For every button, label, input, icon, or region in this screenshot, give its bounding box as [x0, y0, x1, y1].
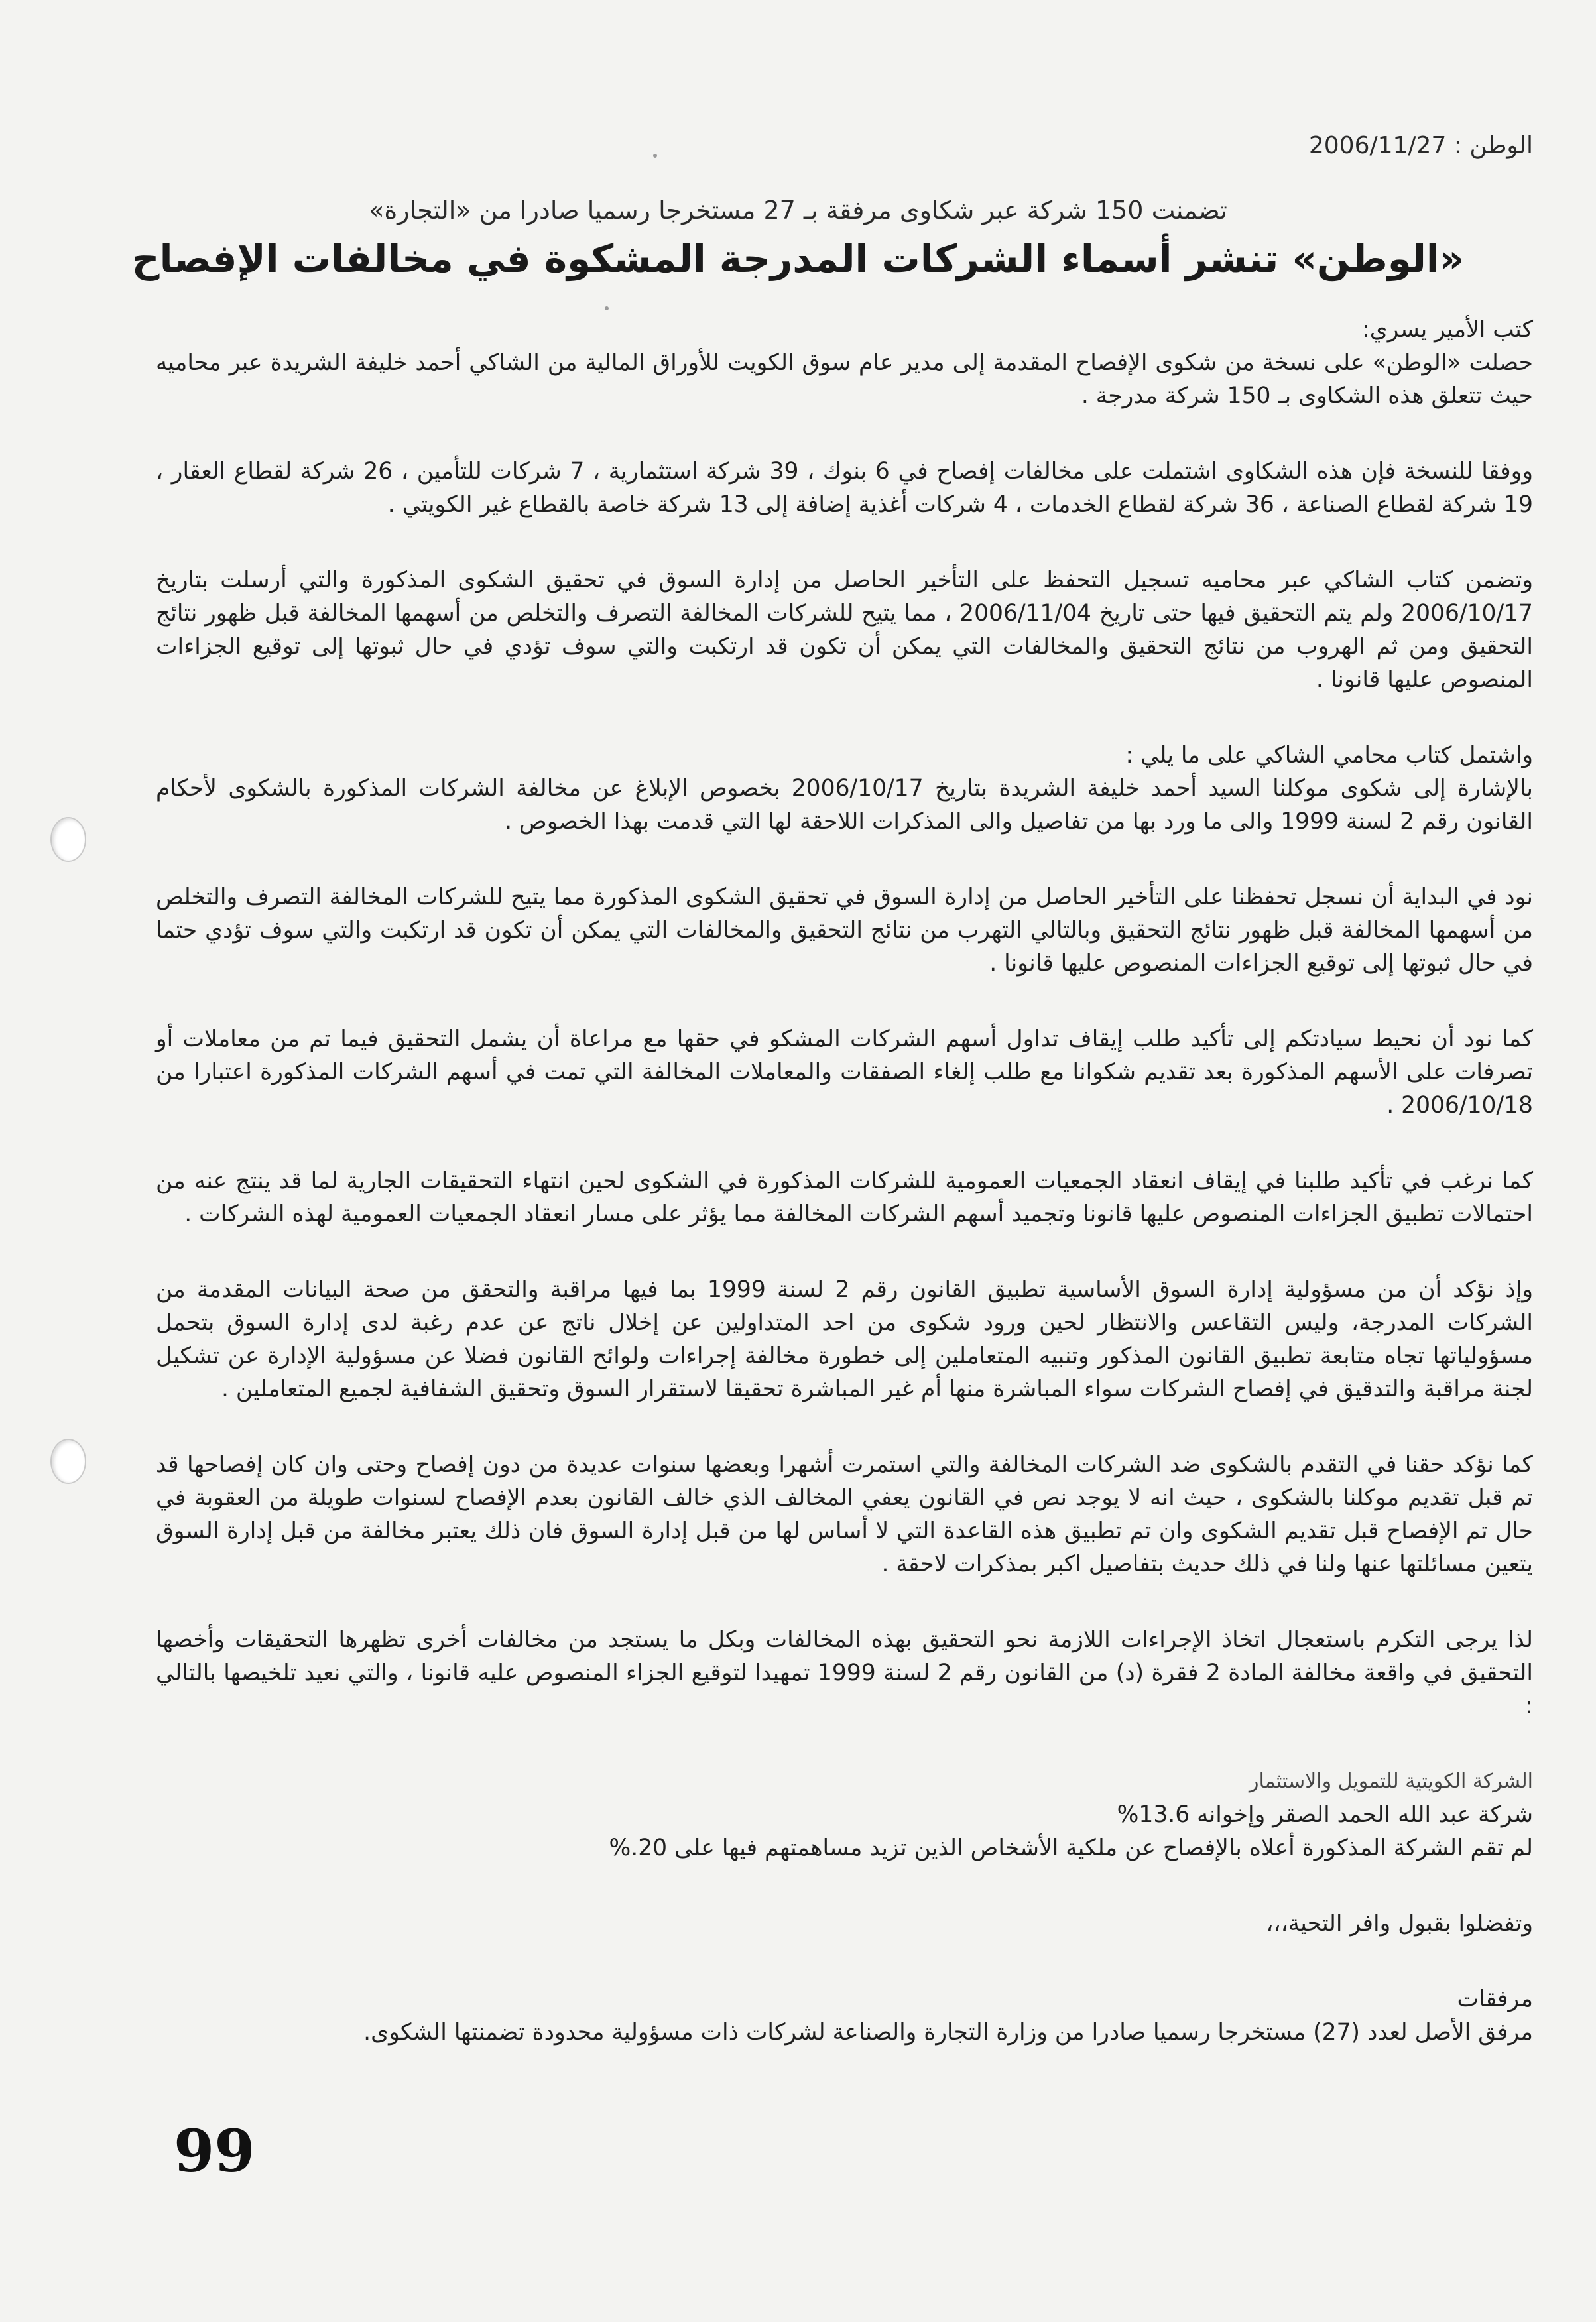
- attachments-item: مرفق الأصل لعدد (27) مستخرجا رسميا صادرا من وزارة التجارة والصناعة لشركات ذات مسؤولية محدودة تضمنتها الشكوى.: [363, 2019, 1533, 2046]
- paragraph-6: نود في البداية أن نسجل تحفظنا على التأخير الحاصل من إدارة السوق في تحقيق الشكوى المذكورة مما يتيح للشركات المخالفة التصرف والتخلص من أسهمها المخالفة قبل ظهور نتائج التحقيق وبالتالي التهرب من نتائج التحقيق والمخالفات التي يمكن أن تكون قد ارتكبت والتي سوف تؤدي حتما في حال ثبوتها إلى توقيع الجزاءات المنصوص عليها قانونا .: [156, 884, 1533, 977]
- paragraph-7: كما نود أن نحيط سيادتكم إلى تأكيد طلب إيقاف تداول أسهم الشركات المشكو في حقها مع مراعاة أن يشمل التحقيق فيما تم من معاملات أو تصرفات على الأسهم المذكورة بعد تقديم شكوانا مع طلب إلغاء الصفقات والمعاملات المخالفة التي تمت في أسهم الشركات المذكورة اعتبارا من 2006/10/18 .: [156, 1026, 1533, 1119]
- paragraph-2: ووفقا للنسخة فإن هذه الشكاوى اشتملت على مخالفات إفصاح في 6 بنوك ، 39 شركة استثمارية ، 7 شركات للتأمين ، 26 شركة لقطاع العقار ، 19 شركة لقطاع الصناعة ، 36 شركة لقطاع الخدمات ، 4 شركات أغذية إضافة إلى 13 شركة خاصة بالقطاع غير الكويتي .: [156, 458, 1533, 518]
- closing-line: وتفضلوا بقبول وافر التحية،،،: [1266, 1910, 1533, 1937]
- attachments-heading: مرفقات: [1457, 1986, 1533, 2012]
- paragraph-11: لذا يرجى التكرم باستعجال اتخاذ الإجراءات اللازمة نحو التحقيق بهذه المخالفات وبكل ما يستجد من مخالفات أخرى تظهرها التحقيقات وأخصها التحقيق في واقعة مخالفة المادة 2 فقرة (د) من القانون رقم 2 لسنة 1999 تمهيدا لتوقيع الجزاء المنصوص عليه قانونا ، والتي نعيد تلخيصها بالتالي :: [156, 1626, 1533, 1719]
- paragraph-9: وإذ نؤكد أن من مسؤولية إدارة السوق الأساسية تطبيق القانون رقم 2 لسنة 1999 بما فيها مراقبة والتحقق من صحة البيانات المقدمة من الشركات المدرجة، وليس التقاعس والانتظار لحين ورود شكوى من احد المتداولين عن إخلال ناتج عن عدم رغبة لدى إدارة السوق بتحمل مسؤولياتها تجاه متابعة تطبيق القانون المذكور وتنبيه المتعاملين إلى خطورة مخالفة إجراءات ولوائح القانون فضلا عن مسؤولية الإدارة عن تشكيل لجنة مراقبة والتدقيق في إفصاح الشركات سواء المباشرة منها أم غير المباشرة تحقيقا لاستقرار السوق وتحقيق الشفافية لجميع المتعاملين .: [156, 1276, 1533, 1402]
- paragraph-4: واشتمل كتاب محامي الشاكي على ما يلي :: [1125, 742, 1533, 768]
- paper-speck: [605, 306, 609, 310]
- newspaper-date: الوطن : 2006/11/27: [1308, 132, 1533, 159]
- paragraph-10: كما نؤكد حقنا في التقدم بالشكوى ضد الشركات المخالفة والتي استمرت أشهرا وبعضها سنوات عديدة من دون إفصاح وحتى وان كان إفصاحها قد تم قبل تقديم موكلنا بالشكوى ، حيث انه لا يوجد نص في القانون يعفي المخالف الذي خالف القانون بعدم الإفصاح لسنوات طويلة من العقوبة في حال تم الإفصاح قبل تقديم الشكوى وان تم تطبيق هذه القاعدة التي لا أساس لها من قبل إدارة السوق فان ذلك يعتبر مخالفة من قبل إدارة السوق يتعين مسائلتها عنها ولنا في ذلك حديث بتفاصيل اكبر بمذكرات لاحقة .: [156, 1451, 1533, 1577]
- byline: كتب الأمير يسري:: [1362, 316, 1533, 343]
- article-subtitle: تضمنت 150 شركة عبر شكاوى مرفقة بـ 27 مستخرجا رسميا صادرا من «التجارة»: [369, 196, 1227, 225]
- company-line-1: شركة عبد الله الحمد الصقر وإخوانه 13.6%: [1117, 1802, 1533, 1828]
- page-number: 99: [174, 2116, 255, 2185]
- paragraph-5: بالإشارة إلى شكوى موكلنا السيد أحمد خليفة الشريدة بتاريخ 2006/10/17 بخصوص الإبلاغ عن مخالفة الشركات المذكورة بالشكوى لأحكام القانون رقم 2 لسنة 1999 والى ما ورد بها من تفاصيل والى المذكرات اللاحقة لها التي قدمت بهذا الخصوص .: [156, 775, 1533, 835]
- company-heading: الشركة الكويتية للتمويل والاستثمار: [1249, 1770, 1533, 1793]
- company-line-2: لم تقم الشركة المذكورة أعلاه بالإفصاح عن ملكية الأشخاص الذين تزيد مساهمتهم فيها على 20.%: [609, 1835, 1533, 1861]
- paragraph-3: وتضمن كتاب الشاكي عبر محاميه تسجيل التحفظ على التأخير الحاصل من إدارة السوق في تحقيق الشكوى المذكورة والتي أرسلت بتاريخ 2006/10/17 ولم يتم التحقيق فيها حتى تاريخ 2006/11/04 ، مما يتيح للشركات المخالفة التصرف والتخلص من أسهمها المخالفة قبل ظهور نتائج التحقيق ومن ثم الهروب من نتائج التحقيق والمخالفات التي يمكن أن تكون قد ارتكبت والتي سوف تؤدي في حال ثبوتها إلى توقيع الجزاءات المنصوص عليها قانونا .: [156, 567, 1533, 693]
- punch-hole-bottom: [50, 1439, 86, 1484]
- paragraph-8: كما نرغب في تأكيد طلبنا في إيقاف انعقاد الجمعيات العمومية للشركات المذكورة في الشكوى لحين انتهاء التحقيقات الجارية لما قد ينتج عنه من احتمالات تطبيق الجزاءات المنصوص عليها قانونا وتجميد أسهم الشركات المخالفة مما يؤثر على مسار انعقاد الجمعيات العمومية لهذه الشركات .: [156, 1168, 1533, 1227]
- paragraph-1: حصلت «الوطن» على نسخة من شكوى الإفصاح المقدمة إلى مدير عام سوق الكويت للأوراق المالية من الشاكي أحمد خليفة الشريدة عبر محاميه حيث تتعلق هذه الشكاوى بـ 150 شركة مدرجة .: [156, 349, 1533, 409]
- paper-speck: [653, 154, 657, 158]
- article-body: [156, 313, 1533, 2049]
- punch-hole-top: [50, 817, 86, 862]
- article-title: «الوطن» تنشر أسماء الشركات المدرجة المشكوة في مخالفات الإفصاح: [131, 236, 1465, 281]
